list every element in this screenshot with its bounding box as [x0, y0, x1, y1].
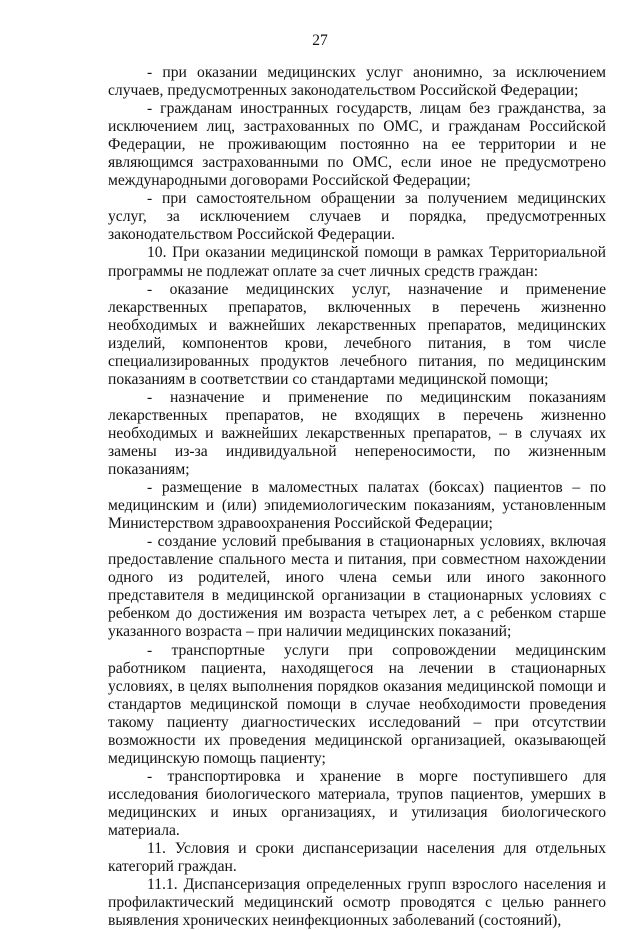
- paragraph: - оказание медицинских услуг, назначение и применение лекарственных препаратов, включенных в перечень жизненно необходимых и важнейших лекарственных препаратов, медицинских изделий, компонентов крови, лечебного питания, в том числе специализированных продуктов лечебного питания, по медицинским показаниям в соответствии со стандартами медицинской помощи;: [108, 280, 606, 388]
- paragraph: - размещение в маломестных палатах (боксах) пациентов – по медицинским и (или) эпидемиологическим показаниям, установленным Министерством здравоохранения Российской Федерации;: [108, 479, 606, 533]
- paragraph: - транспортировка и хранение в морге поступившего для исследования биологического материала, трупов пациентов, умерших в медицинских и иных организациях, и утилизация биологического материала.: [108, 767, 606, 839]
- paragraph: 11. Условия и сроки диспансеризации населения для отдельных категорий граждан.: [108, 840, 606, 876]
- paragraph: - при оказании медицинских услуг анонимно, за исключением случаев, предусмотренных законодательством Российской Федерации;: [108, 64, 606, 100]
- paragraph: - гражданам иностранных государств, лицам без гражданства, за исключением лиц, застрахованных по ОМС, и гражданам Российской Федерации, не проживающим постоянно на ее территории и не являющимся застрахованными по ОМС, если иное не предусмотрено международными договорами Российской Федерации;: [108, 100, 606, 190]
- paragraph: - создание условий пребывания в стационарных условиях, включая предоставление спального места и питания, при совместном нахождении одного из родителей, иного члена семьи или иного законного представителя в медицинской организации в стационарных условиях с ребенком до достижения им возраста четырех лет, а с ребенком старше указанного возраста – при наличии медицинских показаний;: [108, 533, 606, 641]
- paragraph: - назначение и применение по медицинским показаниям лекарственных препаратов, не входящих в перечень жизненно необходимых и важнейших лекарственных препаратов, – в случаях их замены из-за индивидуальной непереносимости, по жизненным показаниям;: [108, 388, 606, 479]
- document-body: [108, 64, 606, 930]
- paragraph: - при самостоятельном обращении за получением медицинских услуг, за исключением случаев и порядка, предусмотренных законодательством Российской Федерации.: [108, 190, 606, 244]
- paragraph: - транспортные услуги при сопровождении медицинским работником пациента, находящегося на лечении в стационарных условиях, в целях выполнения порядков оказания медицинской помощи и стандартов медицинской помощи в случае необходимости проведения такому пациенту диагностических исследований – при отсутствии возможности их проведения медицинской организацией, оказывающей медицинскую помощь пациенту;: [108, 641, 606, 767]
- page-number: 27: [312, 32, 328, 49]
- paragraph: 10. При оказании медицинской помощи в рамках Территориальной программы не подлежат оплате за счет личных средств граждан:: [108, 244, 606, 280]
- paragraph: 11.1. Диспансеризация определенных групп взрослого населения и профилактический медицинский осмотр проводятся с целью раннего выявления хронических неинфекционных заболеваний (состояний),: [108, 876, 606, 930]
